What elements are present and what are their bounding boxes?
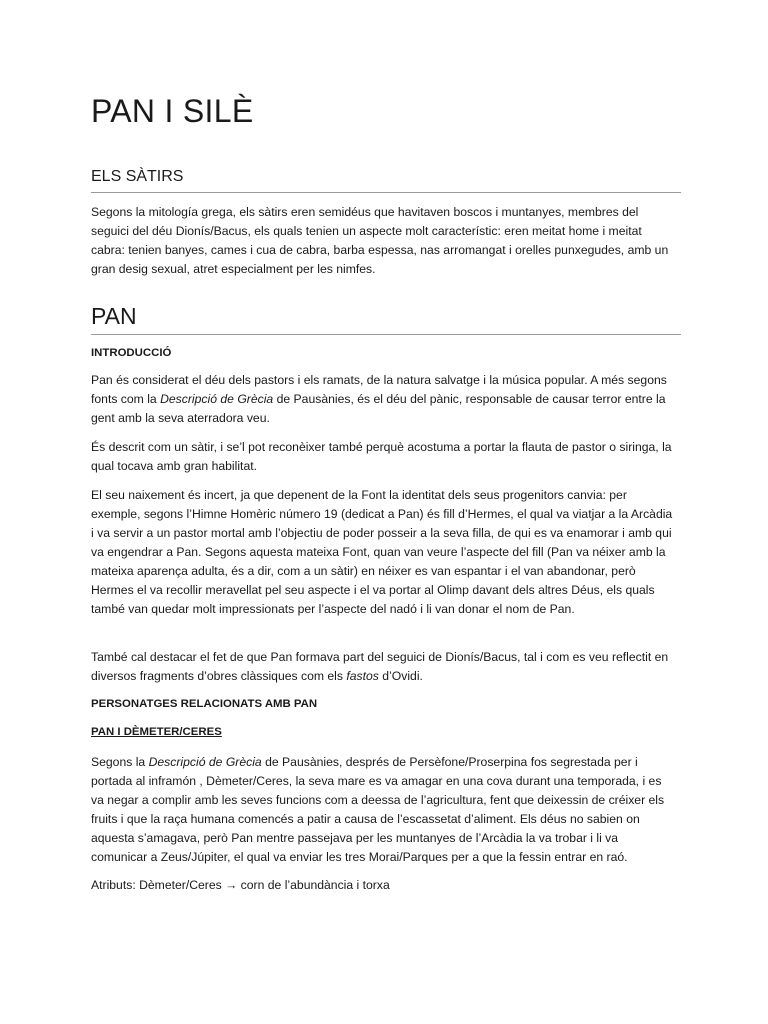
pan-paragraph-2: És descrit com un sàtir, i se’l pot reconèixer també perquè acostuma a portar la flauta de pastor o siringa, la qual tocava amb gran habilitat. xyxy=(91,440,672,473)
related-subheading: PERSONATGES RELACIONATS AMB PAN xyxy=(91,698,318,710)
pan-paragraph-4: També cal destacar el fet de que Pan formava part del seguici de Dionís/Bacus, tal i com es veu reflectit en diversos fragments d’obres clàssiques com els fastos d’Ovidi. xyxy=(91,650,669,683)
page-title: PAN I SILÈ xyxy=(91,93,254,129)
demeter-subheading: PAN I DÈMETER/CERES xyxy=(91,726,222,738)
intro-subheading: INTRODUCCIÓ xyxy=(91,347,172,359)
section-heading-pan: PAN xyxy=(91,300,681,335)
section-heading-satirs: ELS SÀTIRS xyxy=(91,166,681,193)
arrow-icon: → xyxy=(225,878,238,892)
pan-paragraph-1: Pan és considerat el déu dels pastors i els ramats, de la natura salvatge i la música popular. A més segons fonts com la Descripció de Grècia de Pausànies, és el déu del pànic, responsable de causar terror entre la gent amb la seva aterradora veu. xyxy=(91,373,667,425)
pan-paragraph-3: El seu naixement és incert, ja que depenent de la Font la identitat dels seus progenitors canvia: per exemple, segons l’Himne Homèric número 19 (dedicat a Pan) és fill d’Hermes, el qual va viatjar a la Arcàdia i va servir a un pastor mortal amb l’objectiu de poder posseir a la seva filla, de qui es va enamorar i amb qui va engendrar a Pan. Segons aquesta mateixa Font, quan van veure l’aspecte del fill (Pan va néixer amb la mateixa aparença adulta, és a dir, com a un sàtir) en néixer es van espantar i el van abandonar, però Hermes el va recollir meravellat pel seu aspecte i el va portar al Olimp davant dels altres Déus, els quals també van quedar molt impressionats per l’aspecte del nadó i li van donar el nom de Pan. xyxy=(91,488,673,616)
satirs-paragraph: Segons la mitología grega, els sàtirs eren semidéus que havitaven boscos i muntanyes, membres del seguici del déu Dionís/Bacus, els quals tenien un aspecte molt característic: eren meitat home i meitat cabra: tenien banyes, cames i cua de cabra, barba espessa, nas arromangat i orelles punxegudes, amb un gran desig sexual, atret especialment per les nimfes. xyxy=(91,205,669,276)
pan-paragraph-5: Segons la Descripció de Grècia de Pausànies, després de Persèfone/Proserpina fos segrestada per i portada al inframón , Dèmeter/Ceres, la seva mare es va amagar en una cova durant una temporada, i es va negar a complir amb les seves funcions com a deessa de l’agricultura, fent que deixessin de créixer els fruits i que la raça humana comencés a patir a causa de l’escassetat d’aliment. Els déus no sabien on aquesta s’amagava, però Pan mentre passejava per les muntanyes de l’Arcàdia la va trobar i li va comunicar a Zeus/Júpiter, el qual va enviar les tres Morai/Parques per a que la fessin entrar en raó. xyxy=(91,755,665,864)
attributes-line: Atributs: Dèmeter/Ceres → corn de l’abundància i torxa xyxy=(91,878,390,892)
